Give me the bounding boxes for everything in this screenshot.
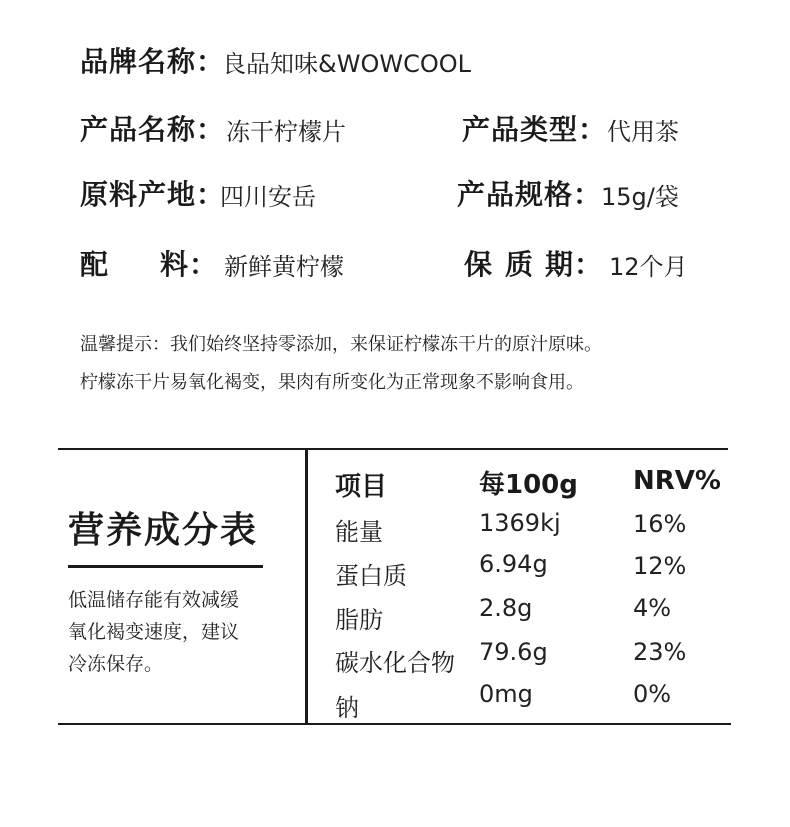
ingredient-label-char-2: 料： (160, 248, 219, 281)
row-amount: 6.94g (479, 550, 548, 578)
origin-value: 四川安岳 (220, 183, 316, 211)
table-divider (305, 450, 308, 724)
title-underline (68, 565, 263, 568)
table-top-border (58, 448, 728, 450)
nutrition-desc-line-3: 冷冻保存。 (68, 653, 164, 675)
origin-label: 原料产地： (80, 178, 226, 211)
row-name: 脂肪 (335, 606, 383, 634)
product-name-label: 产品名称： (80, 113, 226, 146)
row-nrv: 0% (633, 680, 672, 708)
row-amount: 2.8g (479, 594, 533, 622)
shelf-life-label-char-1: 保 (464, 248, 494, 281)
row-nrv: 12% (633, 552, 687, 580)
header-nrv: NRV% (633, 466, 721, 496)
nutrition-title: 营养成分表 (68, 510, 259, 551)
row-nrv: 4% (633, 594, 672, 622)
row-name: 钠 (335, 694, 359, 722)
ingredient-label-char-1: 配 (80, 248, 110, 281)
shelf-life-label-char-2: 质 (505, 248, 535, 281)
row-nrv: 23% (633, 638, 687, 666)
product-type-label: 产品类型： (462, 113, 608, 146)
header-per-100g: 每100g (479, 470, 578, 500)
product-name-value: 冻干柠檬片 (226, 118, 346, 146)
row-name: 碳水化合物 (335, 649, 455, 677)
row-amount: 79.6g (479, 638, 548, 666)
row-name: 蛋白质 (335, 562, 407, 590)
ingredient-value: 新鲜黄柠檬 (224, 253, 344, 281)
nutrition-desc-line-1: 低温储存能有效减缓 (68, 589, 240, 611)
shelf-life-value: 12个月 (609, 253, 688, 281)
spec-label: 产品规格： (457, 178, 603, 211)
product-type-value: 代用茶 (607, 118, 679, 146)
brand-value: 良品知味&WOWCOOL (222, 50, 471, 78)
header-item: 项目 (335, 472, 388, 502)
row-nrv: 16% (633, 510, 687, 538)
notice-line-1: 温馨提示：我们始终坚持零添加，来保证柠檬冻干片的原汁原味。 (80, 334, 602, 355)
row-name: 能量 (335, 518, 383, 546)
nutrition-desc-line-2: 氧化褐变速度，建议 (68, 621, 240, 643)
shelf-life-label-char-3: 期： (545, 248, 604, 281)
spec-value: 15g/袋 (601, 183, 679, 211)
table-bottom-border (58, 723, 731, 725)
notice-line-2: 柠檬冻干片易氧化褐变，果肉有所变化为正常现象不影响食用。 (80, 372, 584, 393)
brand-label: 品牌名称： (80, 45, 226, 78)
row-amount: 1369kj (479, 509, 561, 537)
row-amount: 0mg (479, 680, 533, 708)
